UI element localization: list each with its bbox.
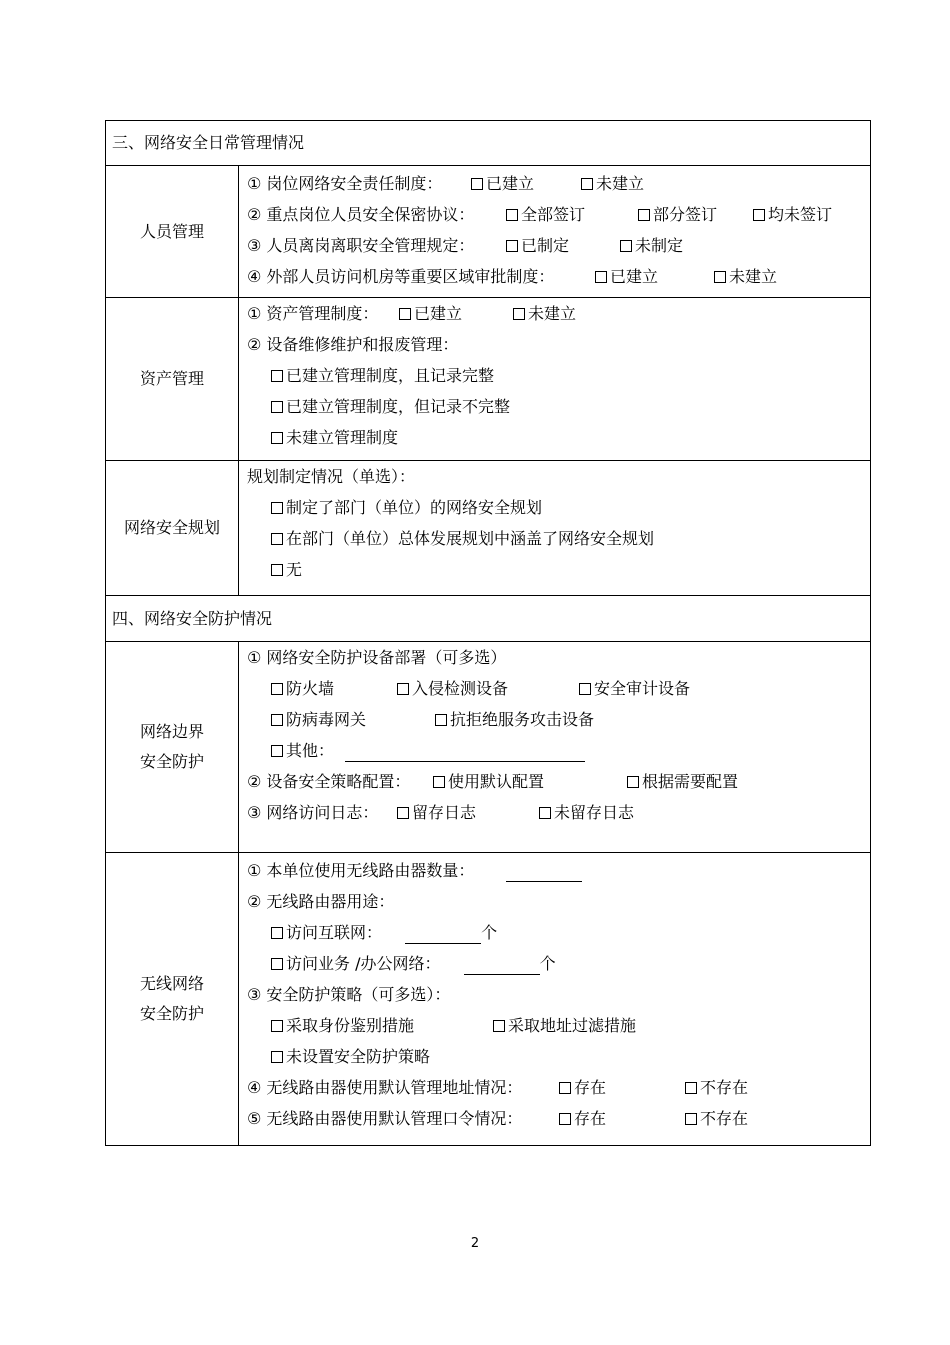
option-all-signed[interactable]: 全部签订 — [506, 199, 585, 230]
assets-q1: ① 资产管理制度： 已建立 未建立 — [247, 298, 870, 329]
wireless-q2: ② 无线路由器用途： — [247, 892, 395, 911]
personnel-row — [106, 166, 870, 298]
option-established[interactable]: 已建立 — [595, 261, 658, 292]
checkbox-icon[interactable] — [271, 745, 283, 757]
option-established[interactable]: 已建立 — [471, 168, 534, 199]
checkbox-icon[interactable] — [559, 1113, 571, 1125]
checkbox-icon[interactable] — [271, 714, 283, 726]
boundary-row — [106, 642, 870, 853]
option-included-in-overall-plan[interactable]: 在部门（单位）总体发展规划中涵盖了网络安全规划 — [247, 523, 870, 554]
option-firewall[interactable]: 防火墙 — [271, 673, 334, 704]
checkbox-icon[interactable] — [271, 1051, 283, 1063]
option-not-exists[interactable]: 不存在 — [685, 1072, 748, 1103]
planning-label: 网络安全规划 — [106, 461, 239, 595]
checkbox-icon[interactable] — [559, 1082, 571, 1094]
checkbox-icon[interactable] — [271, 401, 283, 413]
checkbox-icon[interactable] — [271, 502, 283, 514]
checkbox-icon[interactable] — [714, 271, 726, 283]
planning-row — [106, 461, 870, 596]
wireless-q3: ③ 安全防护策略（可多选）： — [247, 985, 451, 1004]
checkbox-icon[interactable] — [435, 714, 447, 726]
option-other[interactable]: 其他： — [247, 735, 870, 766]
boundary-devices-row2 — [247, 704, 870, 735]
wireless-q1: ① 本单位使用无线路由器数量： — [247, 855, 870, 886]
checkbox-icon[interactable] — [271, 370, 283, 382]
checkbox-icon[interactable] — [513, 308, 525, 320]
option-default-config[interactable]: 使用默认配置 — [433, 766, 544, 797]
option-no-system[interactable]: 未建立管理制度 — [247, 422, 870, 453]
checkbox-icon[interactable] — [271, 432, 283, 444]
checkbox-icon[interactable] — [620, 240, 632, 252]
personnel-q4: ④ 外部人员访问机房等重要区域审批制度： 已建立 未建立 — [247, 261, 870, 292]
option-anti-ddos[interactable]: 抗拒绝服务攻击设备 — [435, 704, 594, 735]
personnel-content — [239, 166, 870, 297]
checkbox-icon[interactable] — [753, 209, 765, 221]
section-4-title: 四、网络安全防护情况 — [106, 596, 870, 642]
boundary-devices-row1 — [247, 673, 870, 704]
option-logs-retained[interactable]: 留存日志 — [397, 797, 476, 828]
checkbox-icon[interactable] — [685, 1113, 697, 1125]
checkbox-icon[interactable] — [271, 1020, 283, 1032]
checkbox-icon[interactable] — [471, 178, 483, 190]
checkbox-icon[interactable] — [493, 1020, 505, 1032]
boundary-content — [239, 642, 870, 852]
internet-count-input-line[interactable] — [405, 923, 481, 944]
boundary-label: 网络边界 安全防护 — [106, 642, 239, 852]
checkbox-icon[interactable] — [685, 1082, 697, 1094]
planning-content — [239, 461, 870, 595]
option-not-exists[interactable]: 不存在 — [685, 1103, 748, 1134]
option-identity-auth[interactable]: 采取身份鉴别措施 — [271, 1010, 414, 1041]
option-custom-config[interactable]: 根据需要配置 — [627, 766, 738, 797]
boundary-q2: ② 设备安全策略配置： 使用默认配置 根据需要配置 — [247, 766, 870, 797]
option-exists[interactable]: 存在 — [559, 1103, 606, 1134]
checkbox-icon[interactable] — [506, 240, 518, 252]
option-ids[interactable]: 入侵检测设备 — [397, 673, 508, 704]
checkbox-icon[interactable] — [595, 271, 607, 283]
option-established[interactable]: 已建立 — [399, 298, 462, 329]
checkbox-icon[interactable] — [399, 308, 411, 320]
personnel-q2: ② 重点岗位人员安全保密协议： 全部签订 部分签订 均未签订 — [247, 199, 870, 230]
checkbox-icon[interactable] — [271, 533, 283, 545]
option-none-signed[interactable]: 均未签订 — [753, 199, 832, 230]
router-count-input-line[interactable] — [506, 861, 582, 882]
survey-table — [105, 120, 871, 1146]
section-3-title: 三、网络安全日常管理情况 — [106, 121, 870, 166]
option-no-policy[interactable]: 未设置安全防护策略 — [247, 1041, 870, 1072]
checkbox-icon[interactable] — [271, 958, 283, 970]
checkbox-icon[interactable] — [271, 927, 283, 939]
checkbox-icon[interactable] — [627, 776, 639, 788]
checkbox-icon[interactable] — [433, 776, 445, 788]
wireless-label: 无线网络 安全防护 — [106, 853, 239, 1145]
checkbox-icon[interactable] — [506, 209, 518, 221]
boundary-q3: ③ 网络访问日志： 留存日志 未留存日志 — [247, 797, 870, 828]
assets-row — [106, 298, 870, 461]
option-complete-records[interactable]: 已建立管理制度，且记录完整 — [247, 360, 870, 391]
option-incomplete-records[interactable]: 已建立管理制度，但记录不完整 — [247, 391, 870, 422]
checkbox-icon[interactable] — [397, 683, 409, 695]
wireless-q3-options — [247, 1010, 870, 1041]
personnel-label: 人员管理 — [106, 166, 239, 297]
option-not-established[interactable]: 未建立 — [513, 298, 576, 329]
option-office-network-access[interactable]: 访问业务 /办公网络： 个 — [247, 948, 870, 979]
checkbox-icon[interactable] — [638, 209, 650, 221]
option-internet-access[interactable]: 访问互联网： 个 — [247, 917, 870, 948]
checkbox-icon[interactable] — [579, 683, 591, 695]
checkbox-icon[interactable] — [539, 807, 551, 819]
checkbox-icon[interactable] — [581, 178, 593, 190]
option-address-filtering[interactable]: 采取地址过滤措施 — [493, 1010, 636, 1041]
option-audit-device[interactable]: 安全审计设备 — [579, 673, 690, 704]
option-not-established[interactable]: 未建立 — [714, 261, 777, 292]
assets-q2: ② 设备维修维护和报废管理： — [247, 335, 459, 354]
assets-content — [239, 298, 870, 460]
option-none[interactable]: 无 — [247, 554, 870, 585]
page-number: 2 — [470, 1236, 480, 1251]
option-not-formulated[interactable]: 未制定 — [620, 230, 683, 261]
checkbox-icon[interactable] — [271, 564, 283, 576]
wireless-q5: ⑤ 无线路由器使用默认管理口令情况： 存在 不存在 — [247, 1103, 870, 1134]
option-antivirus-gateway[interactable]: 防病毒网关 — [271, 704, 366, 735]
option-logs-not-retained[interactable]: 未留存日志 — [539, 797, 634, 828]
wireless-content — [239, 853, 870, 1145]
option-formulated[interactable]: 已制定 — [506, 230, 569, 261]
option-partially-signed[interactable]: 部分签订 — [638, 199, 717, 230]
assets-label: 资产管理 — [106, 298, 239, 460]
checkbox-icon[interactable] — [271, 683, 283, 695]
planning-question: 规划制定情况（单选）： — [247, 467, 416, 486]
boundary-q1: ① 网络安全防护设备部署（可多选） — [247, 648, 507, 667]
option-dept-plan[interactable]: 制定了部门（单位）的网络安全规划 — [247, 492, 870, 523]
personnel-q1: ① 岗位网络安全责任制度： 已建立 未建立 — [247, 168, 870, 199]
checkbox-icon[interactable] — [397, 807, 409, 819]
office-count-input-line[interactable] — [464, 954, 540, 975]
option-not-established[interactable]: 未建立 — [581, 168, 644, 199]
other-input-line[interactable] — [345, 741, 585, 762]
option-exists[interactable]: 存在 — [559, 1072, 606, 1103]
wireless-q4: ④ 无线路由器使用默认管理地址情况： 存在 不存在 — [247, 1072, 870, 1103]
wireless-row — [106, 853, 870, 1145]
personnel-q3: ③ 人员离岗离职安全管理规定： 已制定 未制定 — [247, 230, 870, 261]
